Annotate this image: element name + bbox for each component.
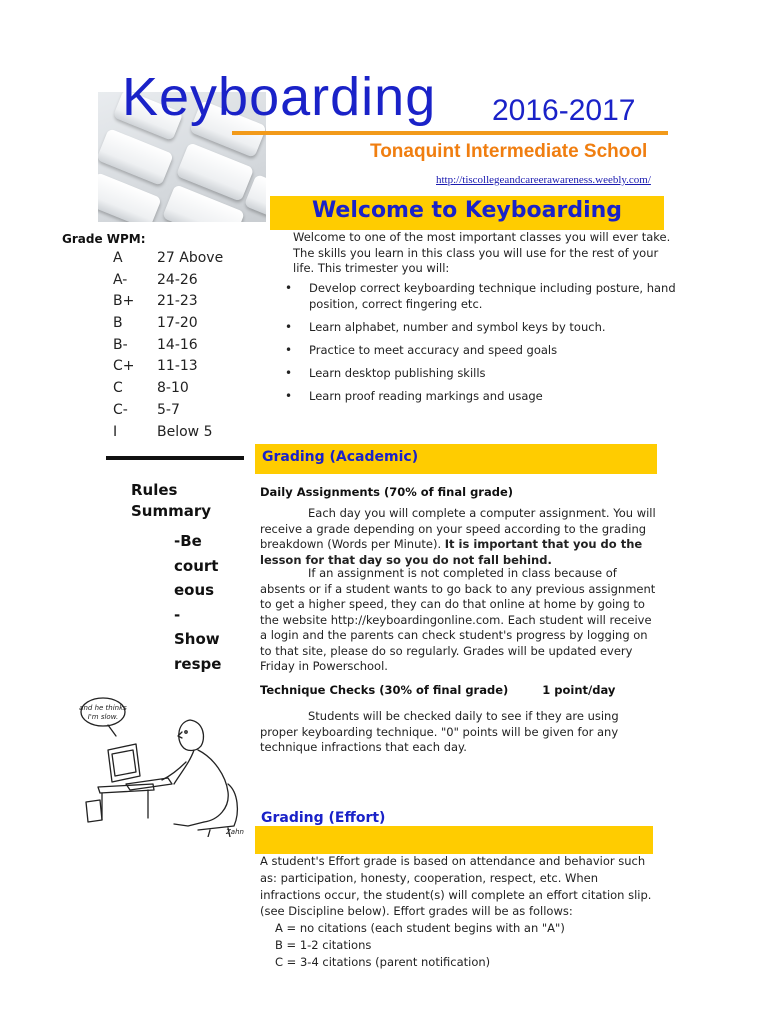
- grade-letter: C-: [113, 401, 128, 418]
- effort-grade-item: B = 1-2 citations: [275, 937, 372, 952]
- daily-assignments-title: Daily Assignments (70% of final grade): [260, 485, 514, 499]
- grade-letter: C+: [113, 358, 135, 375]
- goal-item: • Learn alphabet, number and symbol keys by touch.: [283, 320, 683, 336]
- section-divider: [106, 456, 244, 460]
- cartoon-signature: Zahn: [226, 828, 244, 836]
- cartoon-bubble-text: and he thinks: [79, 704, 127, 712]
- school-name: Tonaquint Intermediate School: [370, 141, 648, 162]
- grade-wpm-range: 24-26: [157, 271, 198, 288]
- grade-row: [113, 358, 223, 380]
- grade-row: [113, 424, 223, 446]
- effort-grade-item: A = no citations (each student begins with an "A"): [275, 921, 565, 936]
- cartoon-illustration: [78, 692, 258, 837]
- daily-paragraph-emphasis: It is important that you do the lesson for that day so you do not fall behind.: [260, 537, 643, 567]
- grade-wpm-range: Below 5: [157, 423, 213, 440]
- grade-row: [113, 380, 223, 402]
- technique-paragraph-text: Students will be checked daily to see if they are using proper keyboarding technique. "0" points will be given for any technique infractions that each day.: [260, 709, 619, 754]
- school-year: 2016-2017: [492, 94, 636, 127]
- grading-effort-title: Grading (Effort): [261, 810, 386, 826]
- goal-item: • Learn proof reading markings and usage: [283, 389, 683, 405]
- grading-academic-title: Grading (Academic): [262, 449, 419, 465]
- technique-checks-title: [260, 683, 660, 697]
- cartoon-bubble-text: I'm slow.: [87, 713, 119, 721]
- grade-row: [113, 272, 223, 294]
- technique-checks-paragraph: [260, 709, 656, 756]
- grade-wpm-range: 21-23: [157, 293, 198, 310]
- effort-description: A student's Effort grade is based on attendance and behavior such as: participation, honesty, cooperation, respect, etc. When infractions occur, the student(s) will complete an effort citation slip. (see Discipline below). Effort grades will be as follows:: [260, 854, 652, 919]
- rules-line: eous: [174, 581, 215, 599]
- grade-wpm-range: 27 Above: [157, 250, 224, 266]
- website-link[interactable]: http://tiscollegeandcareerawareness.weebly.com/: [436, 174, 651, 186]
- grade-row: [113, 402, 223, 424]
- grade-wpm-range: 14-16: [157, 336, 198, 353]
- grade-row: [113, 250, 223, 272]
- grade-letter: A: [113, 250, 123, 266]
- grading-effort-banner: [255, 826, 653, 854]
- grade-wpm-range: 17-20: [157, 315, 198, 332]
- online-paragraph-text: If an assignment is not completed in class because of absents or if a student wants to go back to any previous assignment to get a higher speed, they can do that online at home by going to the website http://keyboardingonline.com. Each student will receive a login and the parents can check student's progress by logging on to that site, please do so regularly. Grades will be updated every Friday in Powerschool.: [260, 566, 656, 673]
- effort-grade-item: C = 3-4 citations (parent notification): [275, 954, 491, 969]
- technique-points: 1 point/day: [542, 683, 616, 697]
- grade-letter: B+: [113, 293, 135, 310]
- rules-line: Show: [174, 630, 220, 648]
- grading-effort-text: [260, 853, 660, 971]
- welcome-title: Welcome to Keyboarding: [311, 198, 623, 223]
- rules-summary-text: [174, 529, 234, 676]
- grade-wpm-table: [113, 250, 223, 445]
- daily-paragraph-text: Each day you will complete a computer assignment. You will receive a grade depending on your speed according to the grading breakdown (Words per Minute).: [260, 506, 656, 551]
- rules-line: respe: [174, 654, 222, 673]
- grade-wpm-range: 5-7: [157, 401, 180, 418]
- goal-item: • Practice to meet accuracy and speed goals: [283, 343, 683, 359]
- rules-line: -: [174, 605, 181, 624]
- grade-wpm-range: 8-10: [157, 380, 189, 397]
- grade-letter: B-: [113, 336, 128, 353]
- rules-summary-title: [131, 480, 211, 522]
- grade-letter: A-: [113, 271, 128, 288]
- grade-wpm-range: 11-13: [157, 358, 198, 375]
- goal-item: • Learn desktop publishing skills: [283, 366, 683, 382]
- technique-checks-label: Technique Checks (30% of final grade): [260, 683, 509, 697]
- grade-letter: C: [113, 380, 123, 397]
- page-title: Keyboarding: [122, 67, 437, 127]
- grade-row: [113, 337, 223, 359]
- grade-letter: I: [113, 423, 118, 440]
- rules-title-line: Summary: [131, 502, 212, 520]
- grade-wpm-title: Grade WPM:: [62, 232, 146, 246]
- daily-assignments-paragraph: [260, 506, 656, 568]
- grade-row: [113, 293, 223, 315]
- rules-line: court: [174, 556, 219, 575]
- grade-letter: B: [113, 315, 123, 332]
- goal-item: • Develop correct keyboarding technique including posture, hand position, correct fingering etc.: [283, 281, 683, 312]
- rules-line: -Be: [174, 532, 202, 550]
- welcome-intro: Welcome to one of the most important classes you will ever take. The skills you learn in this class you will use for the rest of your life. This trimester you will:: [293, 230, 671, 275]
- rules-title-line: Rules: [131, 481, 178, 499]
- goals-list: [283, 281, 683, 412]
- grade-row: [113, 315, 223, 337]
- online-assignments-paragraph: [260, 566, 656, 675]
- header-rule: [232, 131, 668, 135]
